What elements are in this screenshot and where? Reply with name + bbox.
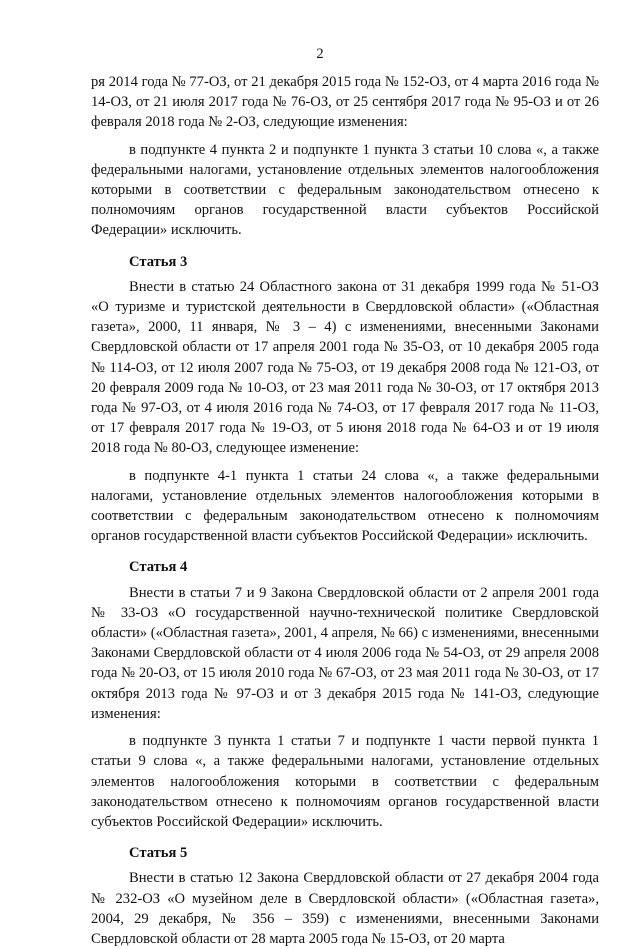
paragraph-article-5-intro: Внести в статью 12 Закона Свердловской области от 27 декабря 2004 года № 232-ОЗ «О музейном деле в Свердловской области» («Областная газета», 2004, 29 декабря, № 356 – 359) с изменениями, внесенными Законами Свердловской области от 28 марта 2005 года № 15-ОЗ, от 20 марта (91, 870, 599, 947)
article-4-heading: Статья 4 (129, 559, 188, 576)
paragraph-amendment-article-10: в подпункте 4 пункта 2 и подпункте 1 пункта 3 статьи 10 слова «, а также федеральными налогами, установление отдельных элементов налогообложения которыми в соответствии с федеральным законодательством отнесено к полномочиям органов государственной власти субъектов Российской Федерации» исключить. (91, 141, 599, 239)
paragraph-continuation: ря 2014 года № 77-ОЗ, от 21 декабря 2015 года № 152-ОЗ, от 4 марта 2016 года № 14-ОЗ, от 21 июля 2017 года № 76-ОЗ, от 25 сентября 2017 года № 95-ОЗ и от 26 февраля 2018 года № 2-ОЗ, следующие изменения: (91, 74, 599, 131)
paragraph-article-4-amendment: в подпункте 3 пункта 1 статьи 7 и подпункте 1 части первой пункта 1 статьи 9 слова «, а также федеральными налогами, установление отдельных элементов налогообложения которыми в соответствии с федеральным законодательством отнесено к полномочиям органов государственной власти субъектов Российской Федерации» исключить. (91, 733, 599, 830)
paragraph-article-3-intro: Внести в статью 24 Областного закона от 31 декабря 1999 года № 51-ОЗ «О туризме и туристской деятельности в Свердловской области» («Областная газета», 2000, 11 января, № 3 – 4) с изменениями, внесенными Законами Свердловской области от 17 апреля 2001 года № 35-ОЗ, от 10 декабря 2005 года № 114-ОЗ, от 12 июля 2007 года № 75-ОЗ, от 19 декабря 2008 года № 121-ОЗ, от 20 февраля 2009 года № 10-ОЗ, от 23 мая 2011 года № 30-ОЗ, от 17 октября 2013 года № 97-ОЗ, от 4 июля 2016 года № 74-ОЗ, от 17 февраля 2017 года № 11-ОЗ, от 17 февраля 2017 года № 19-ОЗ, от 5 июня 2018 года № 64-ОЗ и от 19 июля 2018 года № 80-ОЗ, следующее изменение: (91, 278, 599, 457)
document-body (91, 72, 599, 949)
paragraph-article-4-intro: Внести в статьи 7 и 9 Закона Свердловской области от 2 апреля 2001 года № 33-ОЗ «О государственной научно-технической политике Свердловской области» («Областная газета», 2001, 4 апреля, № 66) с изменениями, внесенными Законами Свердловской области от 4 июля 2006 года № 54-ОЗ, от 29 апреля 2008 года № 20-ОЗ, от 15 июля 2010 года № 67-ОЗ, от 23 мая 2011 года № 30-ОЗ, от 17 октября 2013 года № 97-ОЗ и от 3 декабря 2015 года № 141-ОЗ, следующие изменения: (91, 584, 599, 722)
article-3-heading: Статья 3 (129, 253, 188, 270)
paragraph-article-3-amendment: в подпункте 4-1 пункта 1 статьи 24 слова «, а также федеральными налогами, установление отдельных элементов налогообложения которыми в соответствии с федеральным законодательством отнесено к полномочиям органов государственной власти субъектов Российской Федерации» исключить. (91, 467, 599, 545)
page-number: 2 (316, 46, 324, 62)
article-5-heading: Статья 5 (129, 845, 188, 862)
